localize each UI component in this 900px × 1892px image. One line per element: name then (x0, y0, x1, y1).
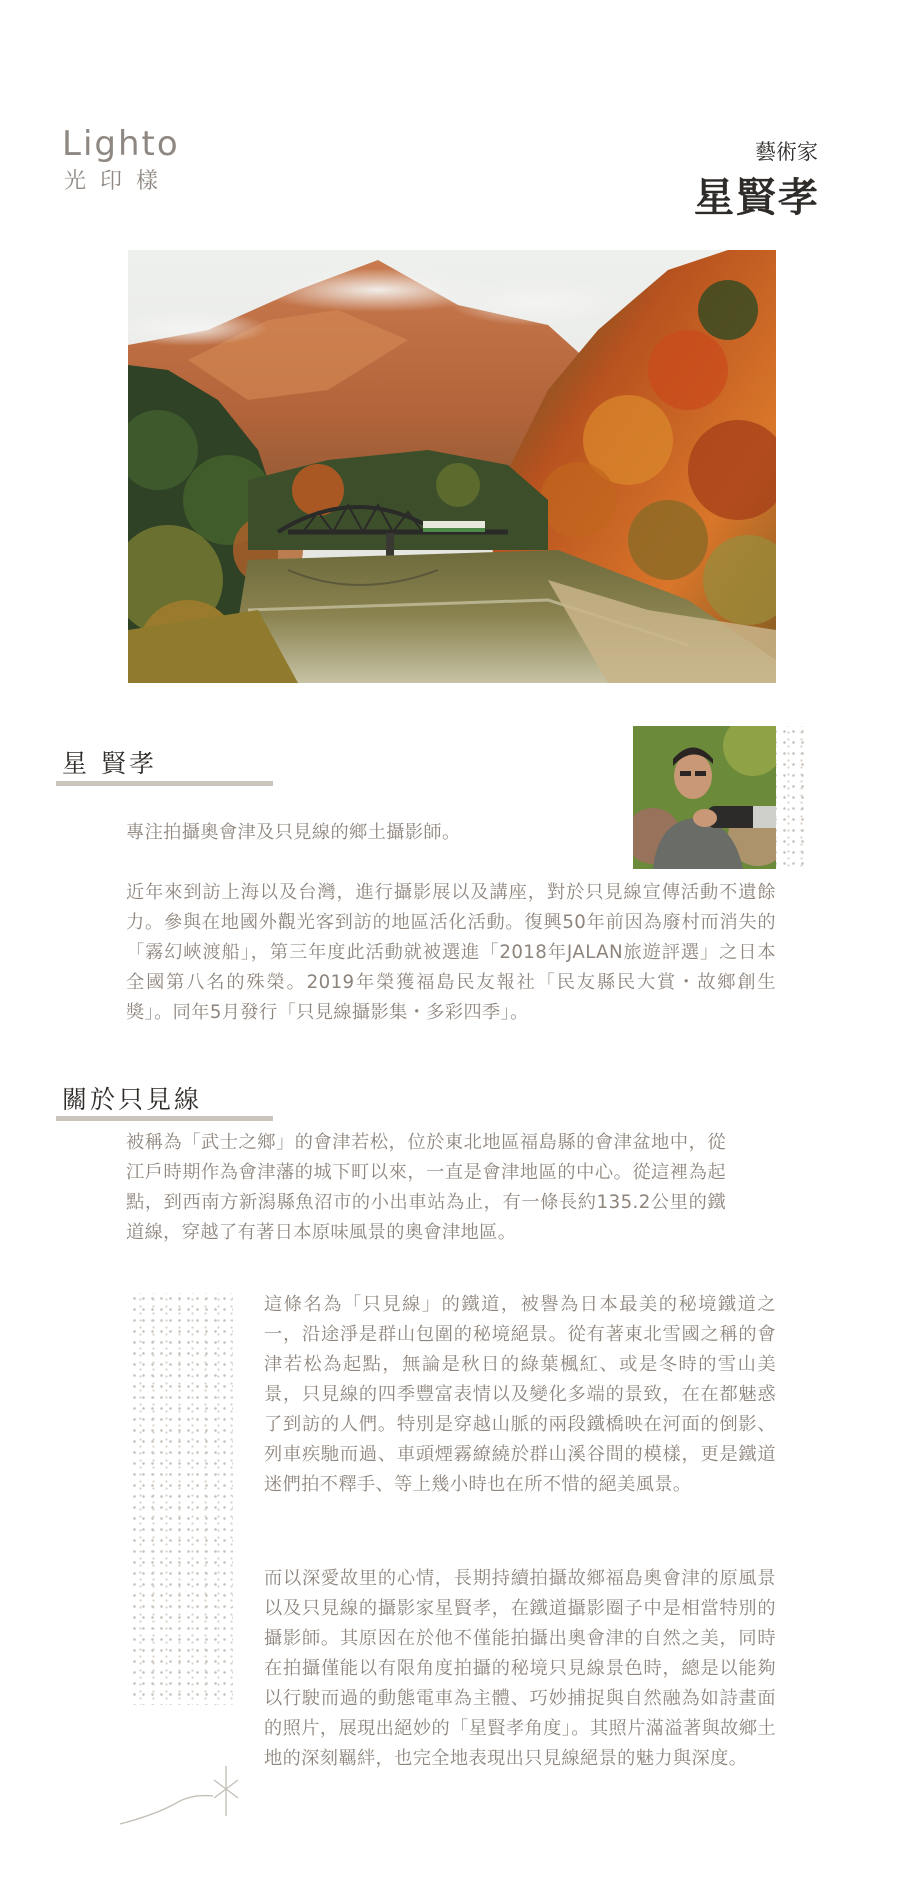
hero-photo-autumn-railway-bridge (128, 250, 776, 683)
about-heading: 關於只見線 (62, 1085, 203, 1114)
artist-name-title: 星賢孝 (694, 174, 820, 221)
bio-intro-text: 專注拍攝奧會津及只見線的鄉土攝影師。 (126, 822, 461, 843)
about-paragraph-2: 這條名為「只見線」的鐵道，被譽為日本最美的秘境鐵道之一，沿途淨是群山包圍的秘境絕景。從有著東北雪國之稱的會津若松為起點，無論是秋日的綠葉楓紅、或是冬時的雪山美景，只見線的四季豐富表情以及變化多端的景致，在在都魅惑了到訪的人們。特別是穿越山脈的兩段鐵橋映在河面的倒影、列車疾馳而過、車頭煙霧繚繞於群山溪谷間的模樣，更是鐵道迷們拍不釋手、等上幾小時也在所不惜的絕美風景。 (264, 1294, 776, 1495)
bio-heading: 星 賢孝 (62, 749, 157, 778)
bio-heading-underline (56, 781, 273, 786)
about-paragraph-1: 被稱為「武士之鄉」的會津若松，位於東北地區福島縣的會津盆地中，從江戶時期作為會津藩的城下町以來，一直是會津地區的中心。從這裡為起點，到西南方新潟縣魚沼市的小出車站為止，有一條長約135.2公里的鐵道線，穿越了有著日本原味風景的奧會津地區。 (126, 1132, 726, 1243)
bio-paragraph: 近年來到訪上海以及台灣，進行攝影展以及講座，對於只見線宣傳活動不遺餘力。參與在地國外觀光客到訪的地區活化活動。復興50年前因為廢村而消失的「霧幻峽渡船」，第三年度此活動就被選進「2018年JALAN旅遊評選」之日本全國第八名的殊榮。2019年榮獲福島民友報社「民友縣民大賞・故鄉創生獎」。同年5月發行「只見線攝影集・多彩四季」。 (126, 882, 776, 1023)
decorative-dot-column (130, 1293, 233, 1705)
artist-role-label: 藝術家 (755, 140, 818, 164)
decorative-sketch-icon (118, 1762, 248, 1830)
about-paragraph-3: 而以深愛故里的心情，長期持續拍攝故鄉福島奧會津的原風景以及只見線的攝影家星賢孝，在鐵道攝影圈子中是相當特別的攝影師。其原因在於他不僅能拍攝出奧會津的自然之美，同時在拍攝僅能以有限角度拍攝的秘境只見線景色時，總是以能夠以行駛而過的動態電車為主體、巧妙捕捉與自然融為如詩畫面的照片，展現出絕妙的「星賢孝角度」。其照片滿溢著與故鄉土地的深刻羈絆，也完全地表現出只見線絕景的魅力與深度。 (264, 1568, 776, 1769)
hero-photo-illustration (128, 250, 776, 683)
brand-logo-english: Lighto (62, 124, 180, 164)
about-heading-underline (56, 1116, 273, 1121)
brand-logo-chinese: 光印樣 (64, 169, 173, 194)
